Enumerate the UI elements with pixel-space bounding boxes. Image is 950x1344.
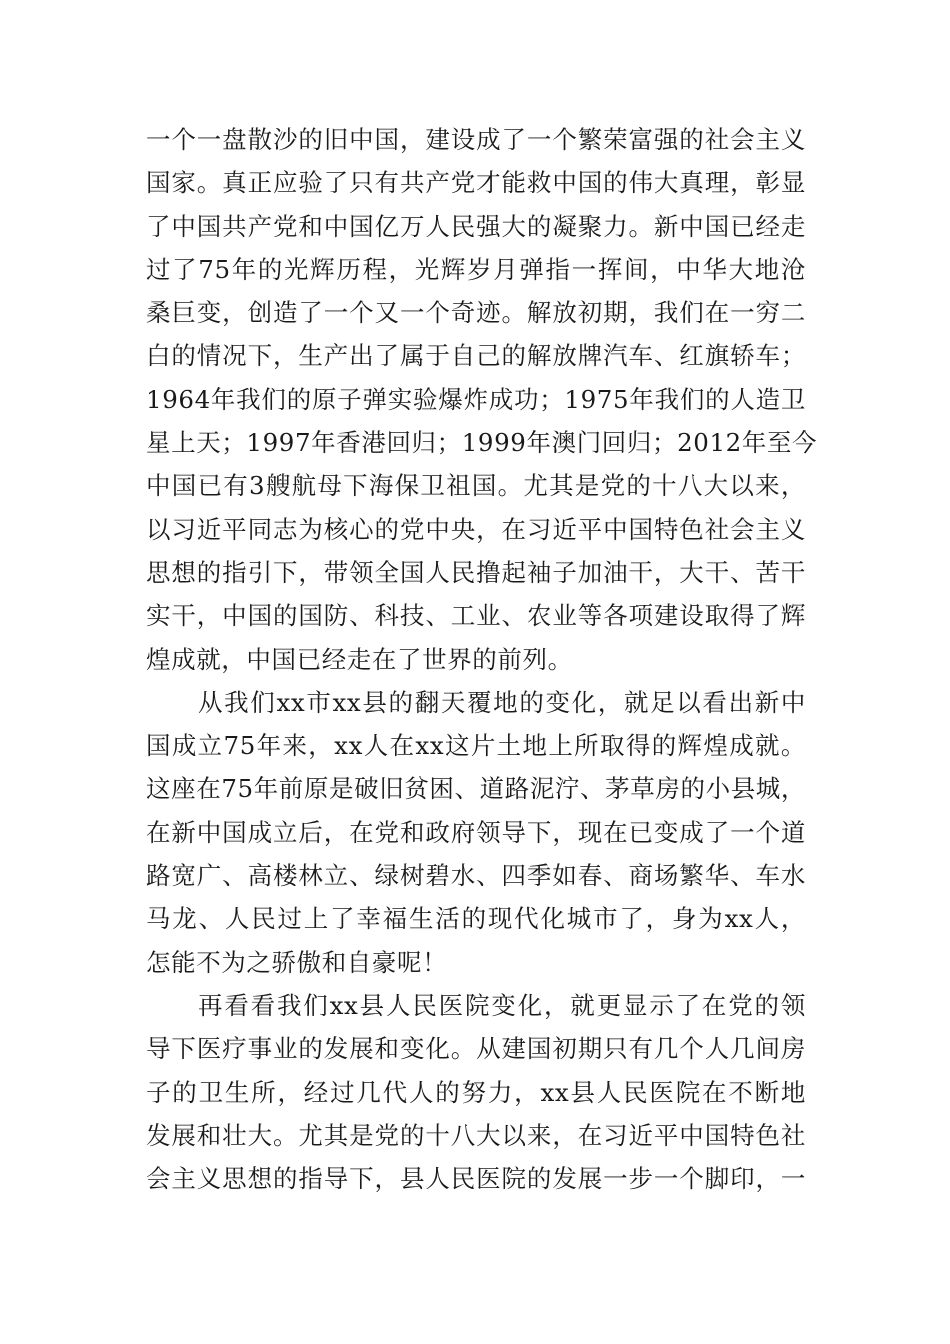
text-line: 发展和壮大。尤其是党的十八大以来，在习近平中国特色社	[146, 1120, 806, 1150]
document-body	[146, 118, 818, 1200]
text-line: 怎能不为之骄傲和自豪呢！	[146, 947, 448, 977]
text-line: 国成立75年来，xx人在xx这片土地上所取得的辉煌成就。	[146, 731, 806, 761]
text-line: 国家。真正应验了只有共产党才能救中国的伟大真理，彰显	[146, 168, 806, 198]
paragraph-first-line: 再看看我们xx县人民医院变化，就更显示了在党的领	[198, 990, 806, 1020]
text-line: 星上天；1997年香港回归；1999年澳门回归；2012年至今	[146, 428, 818, 458]
text-line: 过了75年的光辉历程，光辉岁月弹指一挥间，中华大地沧	[146, 254, 806, 284]
text-line: 煌成就，中国已经走在了世界的前列。	[146, 644, 573, 674]
text-line: 导下医疗事业的发展和变化。从建国初期只有几个人几间房	[146, 1034, 806, 1064]
text-line: 一个一盘散沙的旧中国，建设成了一个繁荣富强的社会主义	[146, 125, 806, 154]
text-line: 桑巨变，创造了一个又一个奇迹。解放初期，我们在一穷二	[146, 298, 806, 328]
text-line: 路宽广、高楼林立、绿树碧水、四季如春、商场繁华、车水	[146, 861, 806, 891]
text-line: 马龙、人民过上了幸福生活的现代化城市了，身为xx人，	[146, 904, 806, 934]
paragraph-first-line: 从我们xx市xx县的翻天覆地的变化，就足以看出新中	[198, 687, 806, 717]
text-line: 1964年我们的原子弹实验爆炸成功；1975年我们的人造卫	[146, 384, 806, 414]
text-line: 白的情况下，生产出了属于自己的解放牌汽车、红旗轿车；	[146, 341, 806, 371]
text-line: 会主义思想的指导下，县人民医院的发展一步一个脚印，一	[146, 1164, 806, 1194]
text-line: 实干，中国的国防、科技、工业、农业等各项建设取得了辉	[146, 601, 806, 631]
text-line: 以习近平同志为核心的党中央，在习近平中国特色社会主义	[146, 514, 806, 544]
text-line: 在新中国成立后，在党和政府领导下，现在已变成了一个道	[146, 817, 806, 847]
text-line: 中国已有3艘航母下海保卫祖国。尤其是党的十八大以来，	[146, 471, 806, 501]
text-line: 思想的指引下，带领全国人民撸起袖子加油干，大干、苦干	[146, 557, 806, 587]
text-line: 这座在75年前原是破旧贫困、道路泥泞、茅草房的小县城，	[146, 774, 806, 804]
text-line: 子的卫生所，经过几代人的努力，xx县人民医院在不断地	[146, 1077, 806, 1107]
text-line: 了中国共产党和中国亿万人民强大的凝聚力。新中国已经走	[146, 211, 806, 241]
